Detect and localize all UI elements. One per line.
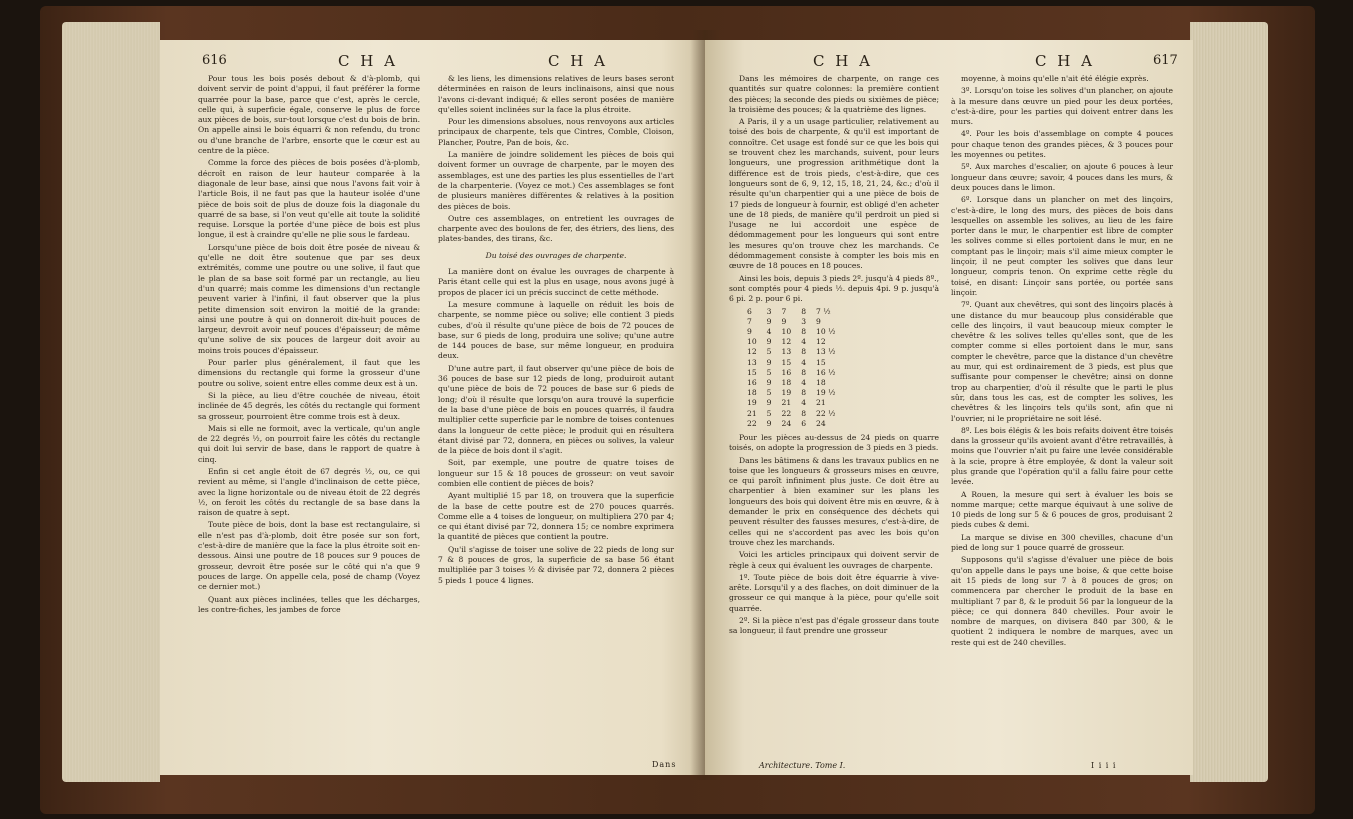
- paragraph: 2º. Si la pièce n'est pas d'égale grosseur dans toute sa longueur, il faut prendre une grosseur: [729, 616, 939, 636]
- table-row: [747, 419, 845, 429]
- table-cell: 12: [781, 337, 792, 347]
- table-cell: 8: [801, 408, 807, 418]
- paragraph: & les liens, les dimensions relatives de leurs bases seront déterminées en raison de leurs inclinaisons, ainsi que nous l'avons ci-devant indiqué; & elles seront posées de manière qu'elles soient inclinées sur la face la plus étroite.: [438, 74, 674, 114]
- table-cell: 13: [781, 347, 792, 357]
- running-head-left-1: C H A: [338, 52, 398, 70]
- paragraph: Soit, par exemple, une poutre de quatre toises de longueur sur 15 & 18 pouces de grosseur: on veut savoir combien elle contient de pièces de bois?: [438, 458, 674, 488]
- table-row: [747, 317, 845, 327]
- table-cell: 9: [766, 377, 772, 387]
- paragraph: moyenne, à moins qu'elle n'ait été élégie exprès.: [961, 74, 1149, 83]
- paragraph: Lorsqu'une pièce de bois doit être posée de niveau & qu'elle ne doit être soutenue que par ses deux extrémités, comme une poutre ou une solive, il faut que le plan de sa base soit formé par un rectangle, au lieu d'un quarré; mais comme les dimensions d'un rectangle peuvent varier à l'infini, il faut observer que la plus petite dimension soit environ la moitié de la grande: ainsi une poutre à qui on donneroit dix-huit pouces de largeur, devroit avoir neuf pouces d'épaisseur; de même qu'une solive de six pouces de largeur doit avoir au moins trois pouces d'épaisseur.: [198, 242, 420, 355]
- page-footer: Architecture. Tome I.: [759, 761, 846, 770]
- table-cell: 9: [766, 357, 772, 367]
- table-cell: 21: [781, 398, 792, 408]
- page-edges-left: [62, 22, 160, 782]
- table-cell: 5: [766, 408, 772, 418]
- table-cell: 9: [747, 326, 752, 336]
- table-cell: 19: [747, 398, 757, 408]
- paragraph: Outre ces assemblages, on entretient les ouvrages de charpente avec des boulons de fer, des étriers, des liens, des plates-bandes, des tirans, &c.: [438, 213, 674, 244]
- table-cell: 21: [816, 398, 826, 408]
- left-page-column-2: [438, 74, 674, 588]
- paragraph: D'une autre part, il faut observer qu'une pièce de bois de 36 pouces de base sur 12 pieds de long, produiroit autant qu'une pièce de bois de 72 pouces de base sur 6 pieds de long; d'où il résulte que lorsqu'on aura trouvé la superficie de la base d'une pièce de bois en pouces quarrés, il faudra multiplier cette superficie par le nombre de toises contenues dans la longueur de cette pièce; le produit qui en résultera étant divisé par 72, donnera, en pièces ou solives, la valeur de la pièce de bois dont il s'agit.: [438, 363, 674, 456]
- table-row: [747, 388, 845, 398]
- table-cell: 22 ½: [816, 408, 836, 418]
- table-cell: 9: [766, 316, 772, 326]
- table-cell: 3: [801, 316, 807, 326]
- running-head-left-2: C H A: [548, 52, 608, 70]
- signature-mark: I i i i: [1091, 761, 1117, 770]
- paragraph: 4º. Pour les bois d'assemblage on compte 4 pouces pour chaque tenon des grandes pièces, & 3 pouces pour les moyennes ou petites.: [951, 129, 1173, 160]
- table-cell: 13: [747, 357, 757, 367]
- table-row: [747, 327, 845, 337]
- table-cell: 4: [801, 357, 807, 367]
- section-subheading: Du toisé des ouvrages de charpente.: [485, 250, 627, 260]
- running-head-right-2: C H A: [1035, 52, 1095, 70]
- table-cell: 22: [781, 408, 792, 418]
- table-row: [747, 378, 845, 388]
- table-cell: 5: [766, 388, 772, 398]
- table-row: [747, 358, 845, 368]
- paragraph: La manière de joindre solidement les pièces de bois qui doivent former un ouvrage de charpente, par le moyen des assemblages, est une des parties les plus essentielles de l'art de la charpenterie. (Voyez ce mot.) Ces assemblages se font de plusieurs manières différentes & relatives à la position des pièces de bois.: [438, 150, 674, 211]
- paragraph: 1º. Toute pièce de bois doit être équarrie à vive-arête. Lorsqu'il y a des flaches, on doit diminuer de la grosseur ce qui manque à la pièce, pour qu'elle soit quarrée.: [729, 572, 939, 613]
- paragraph: 5º. Aux marches d'escalier, on ajoute 6 pouces à leur longueur dans œuvre; savoir, 4 pouces dans les murs, & deux pouces dans le limon.: [951, 162, 1173, 192]
- table-cell: 21: [747, 408, 757, 418]
- table-cell: 16: [781, 367, 792, 377]
- table-cell: 4: [801, 337, 807, 347]
- table-cell: 19 ½: [816, 388, 836, 398]
- table-row: [747, 347, 845, 357]
- paragraph: A Paris, il y a un usage particulier, relativement au toisé des bois de charpente, & qu'il est important de connoître. Cet usage est fondé sur ce que les bois qui se trouvent chez les marchands, suivent, pour leurs longueurs, une progression arithmétique dont la différence est de trois pieds, c'est-à-dire, que ces longueurs sont de 6, 9, 12, 15, 18, 21, 24, &c.; d'où il résulte qu'un charpentier qui a une pièce de bois de 17 pieds de longueur à fournir, est obligé d'en acheter une de 18 pieds, de manière qu'il perdroit un pied si l'usage ne lui accordoit une espèce de dédommagement pour les longueurs qui sont entre les mesures qu'on trouve chez les marchands. Ce dédommagement consiste à compter les bois mis en œuvre de 18 pouces en 18 pouces.: [729, 117, 939, 271]
- paragraph: La marque se divise en 300 chevilles, chacune d'un pied de long sur 1 pouce quarré de grosseur.: [951, 532, 1173, 553]
- table-cell: 22: [747, 418, 757, 428]
- table-cell: 15: [747, 367, 757, 377]
- paragraph: Ayant multiplié 15 par 18, on trouvera que la superficie de la base de cette poutre est de 270 pouces quarrés. Comme elle a 4 toises de longueur, on multipliera 270 par 4; ce qui étant divisé par 72, donnera 15; ce nombre exprimera la quantité de pièces que contient la poutre.: [438, 491, 674, 542]
- length-table: [747, 307, 845, 429]
- paragraph: Mais si elle ne formoit, avec la verticale, qu'un angle de 22 degrés ½, on pourroit faire les côtés du rectangle qui doit lui servir de base, dans le rapport de quatre à cinq.: [198, 423, 420, 464]
- table-cell: 6: [801, 418, 807, 428]
- table-cell: 7 ½: [816, 306, 831, 316]
- paragraph: Pour les pièces au-dessus de 24 pieds on quarre toisés, on adopte la progression de 3 pieds en 3 pieds.: [729, 432, 939, 453]
- table-cell: 9: [766, 398, 772, 408]
- paragraph: 7º. Quant aux chevêtres, qui sont des linçoirs placés à une distance du mur beaucoup plus considérable que celle des linçoirs, il vaut beaucoup mieux compter le chevêtre & les solives telles qu'elles sont, que de les compter comme si elles portoient dans le mur, sans compter le chevêtre, parce que la distance d'un chevêtre au mur, qui est ordinairement de 3 pieds, est plus que suffisante pour compenser le chevêtre; ainsi on donne trop au charpentier, d'où il résulte que le parti le plus sûr, dans tous les cas, est de compter les solives, les chevêtres & les linçoirs tels qu'ils sont, afin que ni l'ouvrier, ni le propriétaire ne soit lésé.: [951, 300, 1173, 423]
- left-page-column-1: [198, 74, 420, 617]
- paragraph: Pour tous les bois posés debout & d'à-plomb, qui doivent servir de point d'appui, il faut préférer la forme quarrée pour la base, parce que c'est, après le cercle, celle qui, à superficie égale, conserve le plus de force aux pièces de bois, sur-tout lorsque c'est du bois de brin. On appelle ainsi le bois équarri & non refendu, du tronc ou d'une branche de l'arbre, ensorte que le cœur est au centre de la pièce.: [198, 74, 420, 156]
- paragraph: Dans les mémoires de charpente, on range ces quantités sur quatre colonnes: la première contient des pièces; la seconde des pieds ou sixièmes de pièce; la troisième des pouces; & la quatrième des lignes.: [729, 74, 939, 114]
- table-cell: 7: [747, 316, 752, 326]
- table-cell: 9: [816, 316, 821, 326]
- table-cell: 8: [801, 347, 807, 357]
- paragraph: La mesure commune à laquelle on réduit les bois de charpente, se nomme pièce ou solive; elle contient 3 pieds cubes, d'où il résulte qu'une pièce de bois de 72 pouces de base, sur 6 pieds de long, produira une solive; qu'une autre de 144 pouces de base, sur même longueur, en produira deux.: [438, 299, 674, 361]
- page-number-right: 617: [1153, 53, 1178, 68]
- table-cell: 19: [781, 388, 792, 398]
- page-edges-right: [1190, 22, 1268, 782]
- right-page-column-1: [729, 74, 939, 639]
- page-number-left: 616: [202, 53, 227, 68]
- paragraph: 3º. Lorsqu'on toise les solives d'un plancher, on ajoute à la mesure dans œuvre un pied pour les deux portées, c'est-à-dire, pour les parties qui doivent entrer dans les murs.: [951, 86, 1173, 127]
- table-cell: 9: [781, 316, 787, 326]
- paragraph: La manière dont on évalue les ouvrages de charpente à Paris étant celle qui est la plus en usage, nous avons jugé à propos de placer ici un précis succinct de cette méthode.: [438, 267, 674, 297]
- table-cell: 8: [801, 367, 807, 377]
- table-cell: 10: [747, 337, 757, 347]
- table-cell: 18: [747, 388, 757, 398]
- table-cell: 4: [801, 377, 807, 387]
- table-row: [747, 337, 845, 347]
- table-cell: 8: [801, 306, 807, 316]
- table-row: [747, 409, 845, 419]
- table-cell: 9: [766, 418, 772, 428]
- running-head-right-1: C H A: [813, 52, 873, 70]
- table-cell: 15: [816, 357, 826, 367]
- paragraph: Enfin si cet angle étoit de 67 degrés ½, ou, ce qui revient au même, si l'angle d'inclinaison de cette pièce, avec la ligne horizontale ou de niveau étoit de 22 degrés ½, on feroit les côtés du rectangle de sa base dans la raison de quatre à sept.: [198, 466, 420, 518]
- table-cell: 15: [781, 357, 792, 367]
- table-cell: 9: [766, 337, 772, 347]
- table-cell: 13 ½: [816, 347, 836, 357]
- paragraph: Comme la force des pièces de bois posées d'à-plomb, décroît en raison de leur hauteur comparée à la diagonale de leur base, ainsi que nous l'avons fait voir à l'article Bois, il ne faut pas que la hauteur isolée d'une pièce de bois soit de plus de douze fois la diagonale du quarré de sa base, si l'on veut qu'elle ait toute la solidité requise. Lorsque la portée d'une pièce de bois est plus longue, il est à craindre qu'elle ne plie sous le fardeau.: [198, 158, 420, 240]
- paragraph: Si la pièce, au lieu d'être couchée de niveau, étoit inclinée de 45 degrés, les côtés du rectangle qui forment sa grosseur, pourroient être comme trois est à deux.: [198, 390, 420, 421]
- paragraph: Dans les bâtimens & dans les travaux publics en ne toise que les longueurs & grosseurs mises en œuvre, ce qui paroît infiniment plus juste. Ce doit être au charpentier à bien examiner sur les plans les longueurs des bois qui doivent être mis en œuvre, & à demander le prix en conséquence des déchets qui peuvent résulter des fausses mesures, c'est-à-dire, de celles qui ne s'accordent pas avec les bois qu'on trouve chez les marchands.: [729, 455, 939, 547]
- paragraph: Pour les dimensions absolues, nous renvoyons aux articles principaux de charpente, tels que Cintres, Comble, Cloison, Plancher, Poutre, Pan de bois, &c.: [438, 117, 674, 147]
- table-cell: 4: [766, 326, 772, 336]
- table-cell: 3: [766, 306, 772, 316]
- table-cell: 10: [781, 326, 792, 336]
- table-cell: 24: [816, 418, 826, 428]
- right-page: [705, 40, 1193, 775]
- catchword: Dans: [652, 760, 677, 769]
- paragraph: Ainsi les bois, depuis 3 pieds 2º. jusqu'à 4 pieds 8º., sont comptés pour 4 pieds ½. depuis 4pi. 9 p. jusqu'à 6 pi. 2 p. pour 6 pi.: [729, 273, 939, 304]
- paragraph: Quant aux pièces inclinées, telles que les décharges, les contre-fiches, les jambes de force: [198, 594, 420, 614]
- table-cell: 12: [747, 347, 757, 357]
- table-cell: 10 ½: [816, 326, 836, 336]
- paragraph: Qu'il s'agisse de toiser une solive de 22 pieds de long sur 7 & 8 pouces de gros, la superficie de sa base 56 étant multipliée par 3 toises ½ & divisée par 72, donnera 2 pièces 5 pieds 1 pouce 4 lignes.: [438, 544, 674, 585]
- table-cell: 16 ½: [816, 367, 836, 377]
- table-row: [747, 368, 845, 378]
- table-cell: 18: [816, 377, 826, 387]
- paragraph: A Rouen, la mesure qui sert à évaluer les bois se nomme marque; cette marque équivaut à une solive de 10 pieds de long sur 5 & 6 pouces de gros, produisant 2 pieds cubes & demi.: [951, 489, 1173, 530]
- paragraph: Voici les articles principaux qui doivent servir de règle à ceux qui évaluent les ouvrages de charpente.: [729, 550, 939, 570]
- table-cell: 6: [747, 306, 752, 316]
- table-row: [747, 307, 845, 317]
- table-cell: 12: [816, 337, 826, 347]
- table-cell: 5: [766, 347, 772, 357]
- paragraph: Pour parler plus généralement, il faut que les dimensions du rectangle qui forme la grosseur d'une poutre ou solive, soient entre elles comme deux est à un.: [198, 358, 420, 388]
- table-cell: 24: [781, 418, 792, 428]
- table-cell: 8: [801, 388, 807, 398]
- paragraph: Toute pièce de bois, dont la base est rectangulaire, si elle n'est pas d'à-plomb, doit être posée sur son fort, c'est-à-dire de manière que la face la plus étroite soit en-dessous. Ainsi une poutre de 18 pouces sur 9 pouces de grosseur, devroit être posée sur le côté qui n'a que 9 pouces de large. On appelle cela, posé de champ (Voyez ce dernier mot.): [198, 520, 420, 592]
- left-page: [160, 40, 705, 775]
- table-cell: 18: [781, 377, 792, 387]
- table-cell: 4: [801, 398, 807, 408]
- table-cell: 8: [801, 326, 807, 336]
- right-page-column-2: [951, 74, 1173, 650]
- table-cell: 7: [781, 306, 787, 316]
- table-row: [747, 398, 845, 408]
- paragraph: Supposons qu'il s'agisse d'évaluer une pièce de bois qu'on appelle dans le pays une boise, & que cette boise ait 15 pieds de long sur 7 à 8 pouces de gros; on commencera par chercher le produit de la base en multipliant 7 par 8, & le produit 56 par la longueur de la pièce; ce qui donnera 840 chevilles. Pour avoir le nombre de marques, on divisera 840 par 300, & le quotient 2 indiquera le nombre de marques, avec un reste qui est de 240 chevilles.: [951, 555, 1173, 647]
- table-cell: 16: [747, 377, 757, 387]
- table-cell: 5: [766, 367, 772, 377]
- paragraph: 8º. Les bois élégis & les bois refaits doivent être toisés dans la grosseur qu'ils avoient avant d'être retravaillés, à moins que l'ouvrier n'ait pu faire une levée considérable à la scie, propre à être employée, & dont la valeur soit plus grande que l'opération qu'il a fallu faire pour cette levée.: [951, 425, 1173, 487]
- paragraph: 6º. Lorsque dans un plancher on met des linçoirs, c'est-à-dire, le long des murs, des pièces de bois dans lesquelles on assemble les solives, au lieu de les faire porter dans le mur, le charpentier est libre de compter les solives comme si elles portoient dans le mur, en ne comptant pas le linçoir; mais s'il aime mieux compter le linçoir, il ne peut compter les solives que dans leur longueur, compris tenon. On exprime cette règle du toisé, en disant: Linçoir sans portée, ou portée sans linçoir.: [951, 195, 1173, 297]
